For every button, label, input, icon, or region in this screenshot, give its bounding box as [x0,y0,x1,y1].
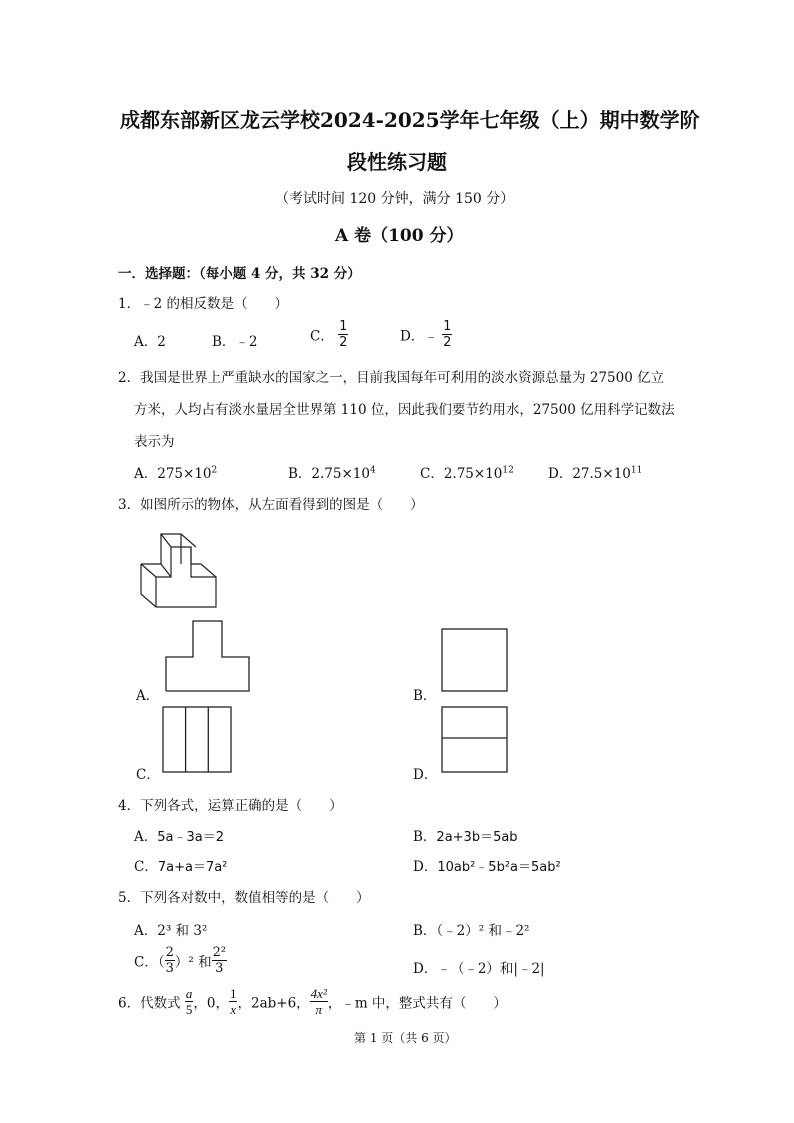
q2-a-base: A．275×10 [134,466,212,482]
q2-option-c [420,462,514,482]
question-5-stem: 5．下列各对数中，数值相等的是（ ） [118,890,370,906]
q1-option-b: B．﹣2 [212,334,258,350]
edge-3 [161,534,171,547]
question-3-stem: 3．如图所示的物体，从左面看得到的图是（ ） [118,497,424,513]
question-2-line-3: 表示为 [134,434,175,450]
q4-b-expression: 2a+3b＝5ab [436,830,518,845]
q1-option-d-fraction [442,320,452,349]
question-2-line-2: 方米，人均占有淡水量居全世界第 110 位，因此我们要节约用水，27500 亿用科学记数法 [134,402,675,418]
q5-c-paren-open: （ [157,954,165,971]
q5-c-fraction-1 [165,946,175,975]
front-face [156,547,216,607]
q5-a-label: A． [134,923,158,939]
edge-4 [161,564,171,577]
q5-option-c [134,946,227,975]
q5-c-fraction-2 [212,946,227,975]
q6-fraction-4x2-over-pi [310,987,328,1016]
q5-d-label: D． [413,961,438,977]
q5-option-a [134,919,207,939]
q5-c-frac2-den: 3 [215,961,224,976]
q1-option-d-label: D．﹣ [400,328,438,345]
q1-c-denominator: 2 [339,335,348,350]
q1-c-numerator: 1 [339,319,348,334]
title-line-2: 段性练习题 [347,150,447,174]
volume-heading: A 卷（100 分） [335,226,464,246]
q6-f2-den: x [230,1002,237,1017]
q4-option-c [134,855,227,875]
q1-option-a: A．2 [134,334,166,350]
q2-d-base: D．27.5×10 [548,466,631,482]
question-1-stem: 1．﹣2 的相反数是（ ） [118,296,288,312]
q3-option-d: D． [413,767,438,783]
q6-f2-num: 1 [229,986,237,1001]
section-heading: 一．选择题：（每小题 4 分，共 32 分） [118,266,361,282]
edge-1 [141,564,156,577]
q2-option-a [134,462,217,482]
q4-d-expression: 10ab²﹣5b²a＝5ab² [437,860,561,875]
q3-solid-figure [136,532,246,612]
q5-c-frac1-num: 2 [165,945,174,960]
q5-b-expression: （﹣2）² 和﹣2² [436,923,530,939]
q6-f1-num: a [185,986,193,1001]
q1-d-numerator: 1 [443,319,452,334]
q3-option-d-shape [441,706,508,773]
q3-option-b: B． [413,688,437,704]
q2-option-d [548,462,642,482]
q6-suffix: ，﹣m 中，整式共有（ ） [327,995,507,1012]
q6-prefix: 6．代数式 [118,995,181,1012]
q1-option-c-fraction [338,320,348,349]
q3-option-b-shape [441,628,508,692]
q4-a-label: A． [134,829,158,845]
q6-f1-den: 5 [185,1002,193,1017]
q1-d-denominator: 2 [443,335,452,350]
question-4-stem: 4．下列各式，运算正确的是（ ） [118,798,343,814]
page-footer: 第 1 页（共 6 页） [354,1031,457,1045]
q4-c-label: C． [134,859,158,875]
question-2-line-1: 2．我国是世界上严重缺水的国家之一，目前我国每年可利用的淡水资源总量为 27500 亿立 [118,370,665,386]
q2-b-base: B．2.75×10 [288,466,370,482]
right-step [191,564,216,577]
q5-option-b [413,919,529,939]
q5-c-frac1-den: 3 [165,961,174,976]
q3-option-a: A． [136,688,160,704]
question-6-stem [118,987,507,1016]
q3-option-c: C． [136,767,160,783]
q6-mid-1: ，0， [193,995,229,1012]
q2-c-exponent: 12 [502,465,514,476]
q5-c-paren-close: ）² 和 [174,954,212,971]
exam-subtitle: （考试时间 120 分钟，满分 150 分） [275,191,515,207]
q4-b-label: B． [413,829,437,845]
q4-d-label: D． [413,859,438,875]
title-line-1: 成都东部新区龙云学校2024-2025学年七年级（上）期中数学阶 [120,108,700,132]
q4-c-expression: 7a+a＝7a² [157,860,228,875]
edge-7 [216,577,231,607]
q5-b-label: B． [413,923,437,939]
q5-a-expression: 2³ 和 3² [157,923,208,939]
q1-option-d [400,320,452,349]
q5-option-d [413,957,545,977]
q2-c-base: C．2.75×10 [420,466,503,482]
q4-a-expression: 5a﹣3a＝2 [157,830,224,845]
q1-option-c [310,320,348,349]
q5-d-expression: ﹣（﹣2）和|﹣2| [437,961,545,977]
q6-mid-2: ，2ab+6， [237,995,310,1012]
q3-option-c-shape [162,706,232,773]
q1-option-c-label: C． [310,328,334,345]
q3-option-a-shape [165,620,250,692]
q5-c-frac2-num: 2² [212,945,227,960]
q4-option-b [413,825,518,845]
q2-d-exponent: 11 [630,465,643,476]
q6-f3-den: π [315,1002,323,1017]
q6-f3-num: 4x² [310,986,327,1001]
q5-c-label: C． [134,954,158,971]
q4-option-d [413,855,561,875]
q2-a-exponent: 2 [211,465,218,476]
q2-option-b [288,462,376,482]
q4-option-a [134,825,224,845]
q2-b-exponent: 4 [369,465,376,476]
